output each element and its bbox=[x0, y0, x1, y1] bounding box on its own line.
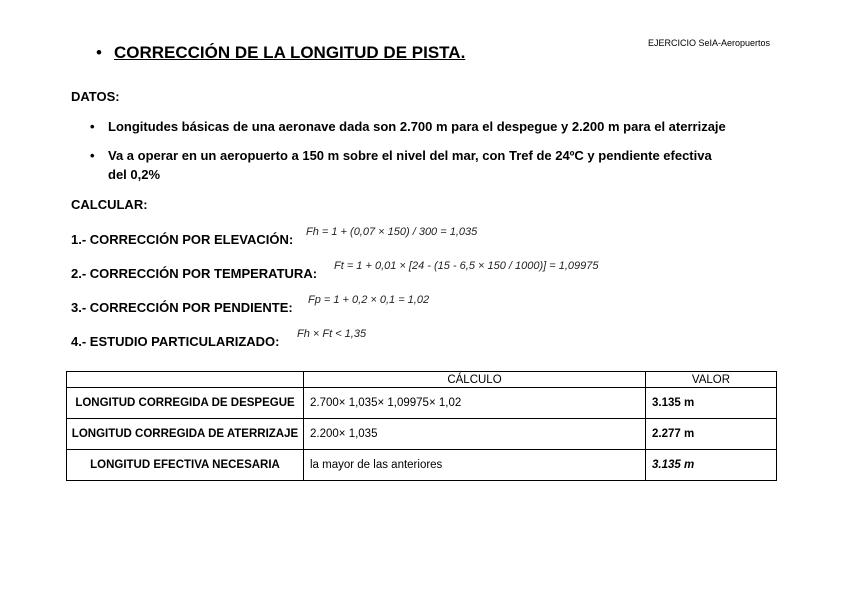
row-value: 3.135 m bbox=[646, 450, 777, 481]
table-header-row bbox=[67, 372, 777, 388]
datos-bullet-2-cont: del 0,2% bbox=[108, 167, 161, 182]
datos-bullet-2 bbox=[90, 148, 712, 163]
row-calc: 2.700× 1,035× 1,09975× 1,02 bbox=[304, 388, 646, 419]
calc-item-label-3: 3.- CORRECCIÓN POR PENDIENTE: bbox=[71, 300, 293, 315]
calc-item-label-2: 2.- CORRECCIÓN POR TEMPERATURA: bbox=[71, 266, 318, 281]
title-bullet: • bbox=[96, 43, 102, 62]
calc-item-formula-2: Ft = 1 + 0,01 × [24 - (15 - 6,5 × 150 / 1000)] = 1,09975 bbox=[334, 260, 599, 272]
table-header-calculo: CÁLCULO bbox=[304, 372, 646, 388]
calc-item-formula-3: Fp = 1 + 0,2 × 0,1 = 1,02 bbox=[308, 294, 430, 306]
bullet-dot: • bbox=[90, 148, 95, 163]
datos-bullet-1-text: Longitudes básicas de una aeronave dada son 2.700 m para el despegue y 2.200 m para el aterrizaje bbox=[108, 119, 726, 134]
calcular-heading: CALCULAR: bbox=[71, 197, 148, 212]
table-header-empty bbox=[67, 372, 304, 388]
datos-heading: DATOS: bbox=[71, 89, 120, 104]
table-row bbox=[67, 419, 777, 450]
table-row bbox=[67, 450, 777, 481]
datos-bullet-1 bbox=[90, 119, 726, 134]
table-row bbox=[67, 388, 777, 419]
row-label: LONGITUD CORREGIDA DE ATERRIZAJE bbox=[67, 419, 304, 450]
calc-item-label-4: 4.- ESTUDIO PARTICULARIZADO: bbox=[71, 334, 280, 349]
calc-item-formula-1: Fh = 1 + (0,07 × 150) / 300 = 1,035 bbox=[306, 226, 478, 238]
page-title-row bbox=[96, 43, 465, 63]
row-label: LONGITUD EFECTIVA NECESARIA bbox=[67, 450, 304, 481]
exercise-label: EJERCICIO SeIA-Aeropuertos bbox=[648, 38, 771, 48]
calc-item-label-1: 1.- CORRECCIÓN POR ELEVACIÓN: bbox=[71, 232, 294, 247]
page-title: CORRECCIÓN DE LA LONGITUD DE PISTA. bbox=[113, 43, 466, 62]
row-calc: 2.200× 1,035 bbox=[304, 419, 646, 450]
datos-bullet-2-text: Va a operar en un aeropuerto a 150 m sobre el nivel del mar, con Tref de 24ºC y pendiente efectiva bbox=[108, 148, 712, 163]
bullet-dot: • bbox=[90, 119, 95, 134]
calc-item-formula-4: Fh × Ft < 1,35 bbox=[297, 328, 367, 340]
row-value: 2.277 m bbox=[646, 419, 777, 450]
row-calc: la mayor de las anteriores bbox=[304, 450, 646, 481]
row-value: 3.135 m bbox=[646, 388, 777, 419]
results-table bbox=[66, 371, 777, 481]
row-label: LONGITUD CORREGIDA DE DESPEGUE bbox=[67, 388, 304, 419]
table-header-valor: VALOR bbox=[646, 372, 777, 388]
